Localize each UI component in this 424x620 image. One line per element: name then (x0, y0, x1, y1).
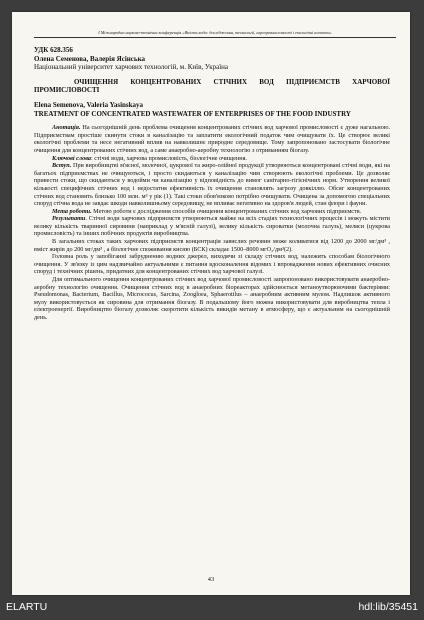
intro-text: При виробництві м'ясної, молочної, цукрової та жиро-олійної продукції утворюються концентровані стічні води, які на багатьох підприємствах не очищуються, і просто скидаються у каналізацію чим створюють екологічні проблеми. Це дозволяє привести стоки, що скидаються у водойми чи каналізацію у відповідність до вимог санітарно-гігієнічних норм. Утворення великої кількості специфічних стічних вод і недостатня ефективність їх очищення становлять загрозу довкіллю. Обсяг концентрованих стічних вод становить близько 100 млн. м³ у рік (1). Такі стоки обов'язково потрібно очищувати. Очищена за допомогою спеціальних споруд стічна вода не завдає шкоди навколишньому середовищу, не впливає негативно на здоров'я людей, стан флори і фауни. (34, 162, 390, 208)
page-number: 43 (207, 576, 215, 583)
results-label: Результати (52, 215, 86, 223)
role-paragraph: Головна роль у запобіганні забрудненню водних джерел, виходячи зі складу стічних вод, належить способам біологічного очищення. У зв'язку із цим надзвичайно актуальними є питання вдосконалення відомих і впровадження нових ефективних очисних споруд і технічних рішень, придатних для концентрованих стічних вод харчової галузі. (34, 253, 390, 276)
results-text: . Стічні води харчових підприємств утворюються майже на всіх стадіях технологічних процесів і можуть містити велику кількість тваринної сировини (наприклад у м'ясній галузі), велику кількість сироватки (молочна галузь), меляси (цукрова промисловість) та інших побічних продуктів виробництва. (34, 215, 390, 238)
authors-ua: Олена Семенова, Валерія Ясінська (34, 54, 146, 63)
abstract-paragraph (34, 124, 390, 154)
intro-paragraph (34, 162, 390, 208)
concentration-paragraph: В загальних стоках таких харчових підприємств концентрація завислих речовин може коливатися від 1200 до 2000 мг/дм³ , вміст жирів до 200 мг/дм³ , а біологічне споживання кисню (БСК) складає 1500–8000 мгО₂/дм³(2). (34, 238, 390, 253)
keywords-paragraph (34, 155, 390, 163)
authors-en: Elena Semenova, Valeria Yasinskaya (34, 100, 144, 109)
keywords-text: : стічні води, харчова промисловість, біологічне очищення. (91, 154, 247, 162)
results-paragraph (34, 215, 390, 238)
handle-label: hdl:lib/35451 (358, 601, 418, 613)
article-body (34, 46, 390, 322)
viewer-footer (0, 595, 424, 620)
title-en: TREATMENT OF CONCENTRATED WASTEWATER OF ENTERPRISES OF THE FOOD INDUSTRY (34, 109, 351, 118)
document-page (12, 12, 410, 595)
abstract-text: На сьогоднішній день проблема очищення концентрованих стічних вод харчової промисловості є дуже нагальною. Підприємствам простіше скинути стоки в каналізацію та заплатити екологічний податок чим очищувати їх. Це створює великі екологічні проблеми та несе негативний вплив на навколишнє природне середовище. Тому запропоновано застосувати біологічне очищення для концентрованих стічних вод, а саме анаеробно-аеробну технологію з отриманням біогазу. (34, 124, 391, 154)
title-ua: ОЧИЩЕННЯ КОНЦЕНТРОВАНИХ СТІЧНИХ ВОД ПІДПРИЄМСТВ ХАРЧОВОЇ ПРОМИСЛОВОСТІ (34, 77, 390, 95)
aim-label: Мета роботи. (52, 207, 92, 215)
running-header: І Міжнародна науково-технічна конференція «Якість води: дослідження, технології, агропромисловості і екологічні аспекти» (34, 30, 396, 38)
intro-label: Вступ. (52, 162, 72, 170)
aim-paragraph (34, 208, 390, 216)
repository-label: ELARTU (6, 601, 48, 613)
keywords-label: Ключові слова (52, 154, 92, 162)
aim-text: Метою роботи є дослідження способів очищення концентрованих стічних вод харчових підприємств. (93, 207, 362, 215)
abstract-label: Анотація. (52, 124, 81, 132)
affiliation: Національний університет харчових технологій, м. Київ, Україна (34, 63, 229, 72)
optimal-treatment-paragraph: Для оптимального очищення концентрованих стічних вод харчової промисловості запропоновано використовувати анаеробно-аеробну технологію очищення. Очищення стічних вод в анаеробних біореакторах здійснюється метаноутворюючими бактеріями: Pseudomonas, Bacterium, Bacillus, Micrococus, Sarcina, Zoogloea, Sphaerotilus – анаеробним активним мулом. Надлишок активного мулу використовується як сировина для отримання біогазу. В подальшому його можна використовувати для виробництва тепла і електроенергії. Виробництво біогазу дозволяє скоротити кількість викидів метану в атмосферу, що є актуальним на сьогоднішній день. (34, 276, 390, 321)
udc-code: УДК 628.356 (34, 46, 73, 54)
